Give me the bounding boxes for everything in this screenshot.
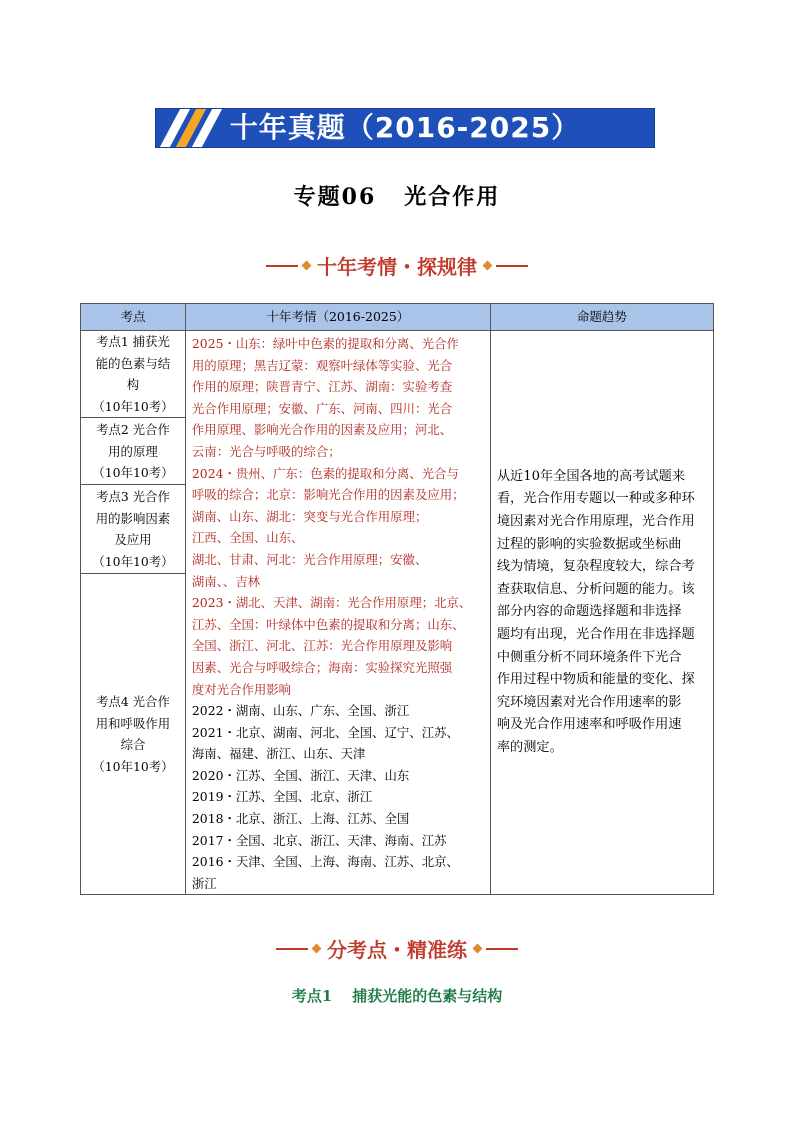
- trend-line: 过程的影响的实验数据或坐标曲: [496, 536, 682, 552]
- years-line: 用的原理；黑吉辽蒙：观察叶绿体等实验、光合: [191, 357, 453, 373]
- kaodian-line: 考点2 光合作: [96, 421, 170, 437]
- kaodian-cell-3: [81, 485, 186, 574]
- heading-line-decoration: [496, 265, 528, 267]
- kaodian-cell-1: [81, 331, 186, 418]
- section-title: 十年考情・探规律: [317, 255, 477, 279]
- trend-line: 境因素对光合作用原理，光合作用: [496, 514, 695, 530]
- years-line: 作用原理、影响光合作用的因素及应用；河北、: [191, 422, 453, 438]
- heading-line-decoration: [276, 948, 308, 950]
- years-line: 2020・江苏、全国、浙江、天津、山东: [191, 767, 410, 783]
- trend-cell: [490, 331, 713, 895]
- years-line: 光合作用原理；安徽、广东、河南、四川：光合: [191, 400, 453, 416]
- trend-line: 响及光合作用速率和呼吸作用速: [496, 717, 682, 733]
- trend-line: 查获取信息、分析问题的能力。该: [496, 581, 695, 597]
- years-line: 湖北、甘肃、河北：光合作用原理；安徽、: [191, 551, 428, 567]
- trend-line: 中侧重分析不同环境条件下光合: [496, 649, 682, 665]
- years-earlier-block: [192, 700, 486, 894]
- topic-title: [0, 180, 794, 211]
- topic-number: 专题06: [293, 184, 377, 210]
- kaodian-line: （10年10考）: [92, 759, 174, 774]
- kaodian-line: 考点1 捕获光: [96, 334, 170, 349]
- title-banner: [155, 108, 655, 148]
- years-line: 2018・北京、浙江、上海、江苏、全国: [191, 811, 410, 827]
- table-row: [81, 331, 714, 418]
- diamond-icon: [483, 261, 493, 271]
- years-line: 全国、浙江、河北、江苏：光合作用原理及影响: [191, 638, 453, 654]
- exam-overview-table: [80, 303, 714, 895]
- years-line: 江西、全国、山东、: [191, 530, 304, 546]
- kaodian-line: 用的原理: [108, 443, 158, 459]
- years-recent-block: [192, 333, 486, 700]
- years-line: 湖南、山东、湖北：突变与光合作用原理；: [191, 508, 428, 524]
- years-line: 2022・湖南、山东、广东、全国、浙江: [191, 703, 410, 719]
- subsection-title: [0, 985, 794, 1006]
- kaodian-line: 及应用: [114, 532, 152, 548]
- kaodian-line: 考点4 光合作: [96, 694, 170, 710]
- years-line: 2023・湖北、天津、湖南：光合作用原理；北京、: [191, 595, 472, 611]
- section-title: 分考点・精准练: [327, 938, 467, 962]
- kaodian-line: 考点3 光合作: [96, 489, 170, 505]
- diamond-icon: [302, 261, 312, 271]
- kaodian-cell-4: [81, 574, 186, 895]
- years-line: 2016・天津、全国、上海、海南、江苏、北京、: [191, 854, 459, 870]
- kaodian-line: （10年10考）: [92, 398, 174, 414]
- trend-line: 究环境因素对光合作用速率的影: [496, 694, 682, 710]
- heading-line-decoration: [266, 265, 298, 267]
- header-years: 十年考情（2016-2025）: [185, 304, 490, 331]
- kaodian-cell-2: [81, 418, 186, 485]
- years-line: 海南、福建、浙江、山东、天津: [191, 746, 366, 762]
- kaodian-line: 能的色素与结: [95, 355, 171, 371]
- diamond-icon: [312, 944, 322, 954]
- trend-line: 线为情境，复杂程度较大，综合考: [496, 559, 695, 575]
- heading-line-decoration: [486, 948, 518, 950]
- subsection-name: 捕获光能的色素与结构: [352, 987, 503, 1005]
- kaodian-line: （10年10考）: [92, 553, 174, 569]
- diamond-icon: [473, 944, 483, 954]
- header-kaodian: 考点: [81, 304, 186, 331]
- years-line: 2021・北京、湖南、河北、全国、辽宁、江苏、: [191, 724, 459, 740]
- years-line: 度对光合作用影响: [191, 681, 292, 697]
- kaodian-line: 用和呼吸作用: [95, 715, 171, 731]
- years-line: 2017・全国、北京、浙江、天津、海南、江苏: [191, 832, 447, 848]
- kaodian-line: 综合: [120, 737, 146, 753]
- header-trend: 命题趋势: [490, 304, 713, 331]
- years-line: 云南：光合与呼吸的综合；: [191, 443, 341, 459]
- table-header-row: [81, 304, 714, 331]
- trend-line: 率的测定。: [496, 739, 563, 755]
- topic-name: 光合作用: [404, 184, 501, 210]
- years-line: 作用的原理；陕晋青宁、江苏、湖南：实验考查: [191, 379, 453, 395]
- trend-line: 看，光合作用专题以一种或多种环: [496, 491, 695, 507]
- section-heading-trends: [0, 251, 794, 280]
- years-line: 湖南、、吉林: [191, 573, 261, 589]
- years-line: 2025・山东：绿叶中色素的提取和分离、光合作: [191, 336, 459, 351]
- years-line: 2019・江苏、全国、北京、浙江: [191, 789, 373, 805]
- kaodian-line: 构: [126, 377, 140, 393]
- kaodian-line: （10年10考）: [92, 465, 174, 481]
- trend-line: 题均有出现，光合作用在非选择题: [496, 627, 695, 643]
- years-line: 江苏、全国：叶绿体中色素的提取和分离；山东、: [191, 616, 465, 632]
- years-line: 浙江: [191, 875, 217, 891]
- subsection-label: 考点1: [291, 987, 333, 1005]
- section-heading-practice: [0, 934, 794, 963]
- trend-line: 部分内容的命题选择题和非选择: [496, 604, 682, 620]
- years-line: 2024・贵州、广东：色素的提取和分离、光合与: [191, 465, 459, 481]
- years-cell: [185, 331, 490, 895]
- kaodian-line: 用的影响因素: [95, 510, 171, 526]
- trend-line: 从近10年全国各地的高考试题来: [496, 468, 686, 484]
- years-line: 呼吸的综合；北京：影响光合作用的因素及应用；: [191, 487, 465, 503]
- trend-line: 作用过程中物质和能量的变化、探: [496, 672, 695, 688]
- years-line: 因素、光合与呼吸综合；海南：实验探究光照强: [191, 659, 453, 675]
- banner-title: 十年真题（2016-2025）: [229, 111, 581, 144]
